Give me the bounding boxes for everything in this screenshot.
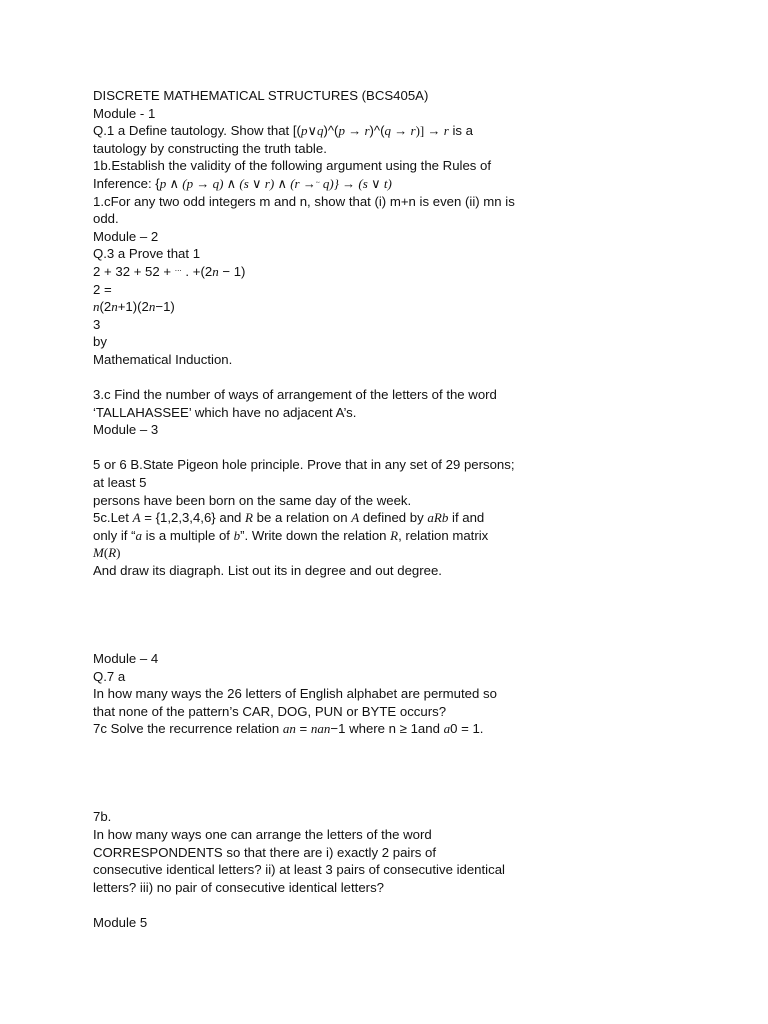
math-negation: ~: [315, 178, 320, 187]
question-5c-matrix: [93, 544, 563, 562]
question-3a-numerator: [93, 298, 563, 316]
formula-text: +1)(2: [117, 299, 149, 315]
math-a: a: [443, 721, 451, 737]
question-3a-denominator: 3: [93, 316, 101, 332]
question-5c-text: is a multiple of: [142, 527, 234, 543]
question-5c-continuation: [93, 527, 563, 545]
math-set-a: A: [351, 510, 360, 526]
math-or: ∨: [307, 123, 317, 139]
question-7c: [93, 720, 563, 738]
question-3c-continuation: ‘TALLAHASSEE’ which have no adjacent A’s.: [93, 404, 357, 420]
math-p: p: [300, 123, 308, 139]
math-q: q: [316, 123, 324, 139]
question-5c-text: if and: [448, 510, 485, 526]
spacer: [93, 439, 563, 457]
spacer: [93, 580, 563, 650]
spacer: [93, 738, 563, 808]
formula-text: (2: [99, 299, 112, 315]
series-text: − 1): [218, 263, 246, 279]
question-3a-method: Mathematical Induction.: [93, 351, 233, 367]
question-5c-text: ”. Write down the relation: [240, 527, 391, 543]
math-n: n: [93, 299, 100, 315]
question-7a-continuation: In how many ways the 26 letters of English alphabet are permuted so: [93, 686, 497, 702]
module-1-heading: Module - 1: [93, 105, 156, 121]
module-4-heading: Module – 4: [93, 651, 159, 667]
question-7b-continuation: consecutive identical letters? ii) at least 3 pairs of consecutive identical: [93, 862, 505, 878]
module-5-heading: Module 5: [93, 914, 148, 930]
question-5c: [93, 509, 563, 527]
question-7c-text: −1 where n ≥ 1and: [330, 721, 444, 737]
question-7b-continuation: In how many ways one can arrange the letters of the word: [93, 826, 432, 842]
math-n: n: [111, 299, 118, 315]
math-relation-r: R: [108, 545, 117, 561]
question-3a-series: [93, 263, 563, 281]
question-7c-text: =: [295, 721, 311, 737]
math-b: b: [233, 527, 241, 543]
question-3c: 3.c Find the number of ways of arrangement of the letters of the word: [93, 387, 497, 403]
question-1b-text: Inference: {: [93, 175, 160, 191]
module-2-heading: Module – 2: [93, 228, 159, 244]
question-5c-text: defined by: [359, 510, 428, 526]
question-5b-continuation: persons have been born on the same day of the week.: [93, 492, 412, 508]
question-1b: 1b.Establish the validity of the following argument using the Rules of: [93, 158, 492, 174]
question-3a-by: by: [93, 334, 107, 350]
question-1a-text: )^(: [369, 123, 385, 139]
math-set-a: A: [132, 510, 141, 526]
question-5c-text: 5c.Let: [93, 510, 133, 526]
math-r: r: [443, 123, 449, 139]
question-5c-text: be a relation on: [253, 510, 352, 526]
question-3a: Q.3 a Prove that 1: [93, 246, 201, 262]
math-implies: )] →: [415, 123, 444, 139]
math-a: a: [135, 527, 143, 543]
question-7a: Q.7 a: [93, 668, 126, 684]
math-arb: aRb: [427, 510, 449, 526]
question-1a-text: )^(: [323, 123, 339, 139]
math-paren: (: [103, 545, 109, 561]
math-conclusion: q)} → (s ∨ t): [319, 175, 392, 191]
question-7c-text: 7c Solve the recurrence relation: [93, 721, 283, 737]
question-1a-text: is a: [448, 123, 473, 139]
math-an: an: [282, 721, 296, 737]
question-3a-equals: 2 =: [93, 281, 112, 297]
math-relation-r: R: [390, 527, 399, 543]
question-5b: 5 or 6 B.State Pigeon hole principle. Prove that in any set of 29 persons;: [93, 457, 515, 473]
math-p-implies-r: p → r: [338, 123, 370, 139]
question-1a-text: Q.1 a Define tautology. Show that [(: [93, 123, 301, 139]
question-5c-text: = {1,2,3,4,6} and: [140, 510, 246, 526]
math-nan: nan: [310, 721, 331, 737]
question-5b-continuation: at least 5: [93, 475, 147, 491]
question-1b-formula: [93, 175, 563, 193]
question-1a: [93, 122, 563, 140]
series-text: 2 + 32 + 52 +: [93, 263, 175, 279]
question-7a-continuation: that none of the pattern’s CAR, DOG, PUN or BYTE occurs?: [93, 703, 447, 719]
module-3-heading: Module – 3: [93, 422, 159, 438]
question-1a-continuation: tautology by constructing the truth table.: [93, 140, 327, 156]
math-ellipsis: ⋯: [174, 267, 182, 275]
question-7c-text: 0 = 1.: [450, 721, 484, 737]
question-5c-text: , relation matrix: [398, 527, 489, 543]
series-text: . +(2: [181, 263, 213, 279]
math-matrix-m: M: [93, 545, 104, 561]
question-1c-continuation: odd.: [93, 211, 119, 227]
question-5c-text: only if “: [93, 527, 136, 543]
document-title: DISCRETE MATHEMATICAL STRUCTURES (BCS405A): [93, 88, 429, 103]
spacer: [93, 896, 563, 914]
document-body: [93, 87, 563, 932]
question-5c-continuation: And draw its diagraph. List out its in degree and out degree.: [93, 563, 442, 579]
math-relation-r: R: [245, 510, 253, 526]
math-paren: ): [116, 545, 121, 561]
math-q-implies-r: q → r: [384, 123, 416, 139]
math-n: n: [212, 263, 219, 279]
formula-text: −1): [155, 299, 175, 315]
question-7b-continuation: letters? iii) no pair of consecutive identical letters?: [93, 879, 385, 895]
question-7b-continuation: CORRESPONDENTS so that there are i) exactly 2 pairs of: [93, 844, 436, 860]
spacer: [93, 369, 563, 387]
math-premises: p ∧ (p → q) ∧ (s ∨ r) ∧ (r →: [159, 175, 316, 191]
math-n: n: [148, 299, 156, 315]
question-7b: 7b.: [93, 809, 112, 825]
question-1c: 1.cFor any two odd integers m and n, show that (i) m+n is even (ii) mn is: [93, 193, 515, 209]
